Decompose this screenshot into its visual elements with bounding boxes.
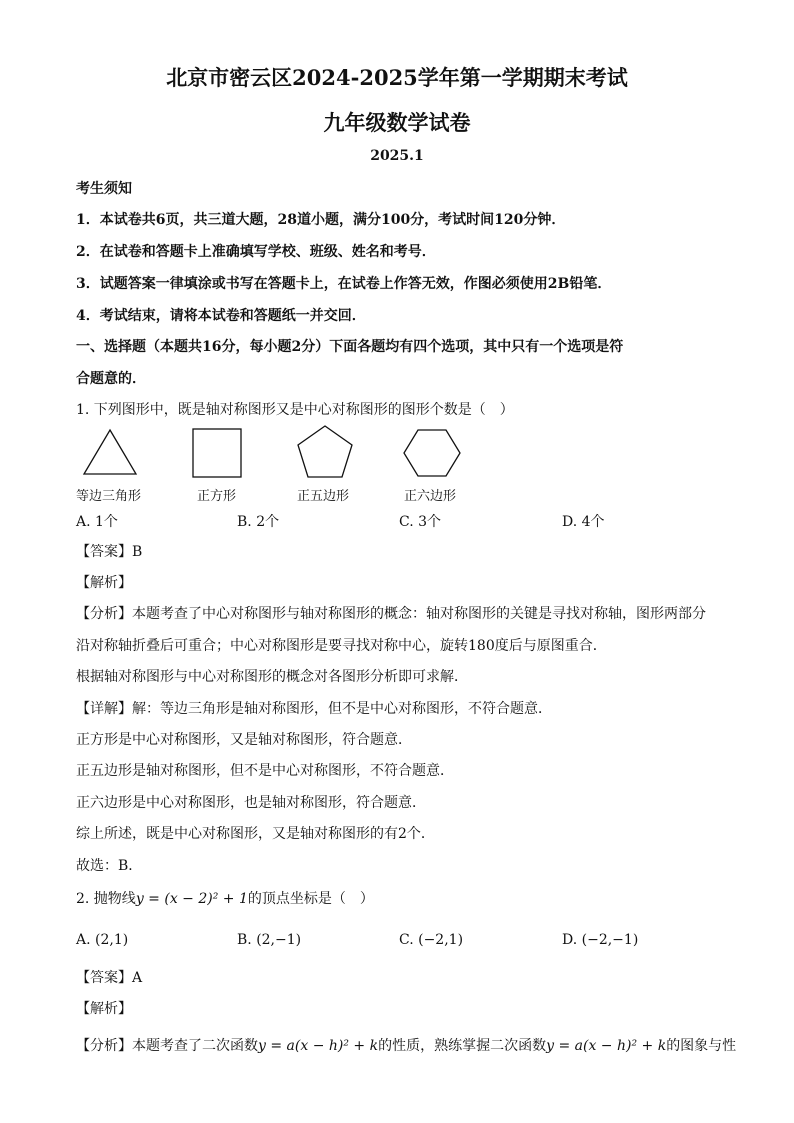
q2-option-d: D. (−2,−1) <box>562 932 639 948</box>
q2-stem-post: 的顶点坐标是（ ） <box>247 891 374 907</box>
q2-option-a: A. (2,1) <box>76 932 129 948</box>
q1-option-a: A. 1个 <box>76 514 118 530</box>
hexagon-figure <box>402 428 462 478</box>
q1-option-b: B. 2个 <box>237 514 280 530</box>
q1-detail-line: 正方形是中心对称图形，又是轴对称图形，符合题意． <box>76 732 412 748</box>
q2-stem <box>76 890 374 908</box>
notice-item-2: 2．在试卷和答题卡上准确填写学校、班级、姓名和考号． <box>76 244 436 260</box>
q2-analysis-formula-2: y = a(x − h)² + k <box>546 1038 667 1054</box>
q2-analysis-label: 【解析】 <box>76 1001 132 1017</box>
q1-stem: 1. 下列图形中，既是轴对称图形又是中心对称图形的图形个数是（ ） <box>76 402 514 418</box>
q1-analysis-line: 【分析】本题考查了中心对称图形与轴对称图形的概念：轴对称图形的关键是寻找对称轴，图形两部分 <box>76 606 706 622</box>
square-figure <box>191 427 243 479</box>
q1-option-c: C. 3个 <box>399 514 442 530</box>
q1-answer: 【答案】B <box>76 544 143 560</box>
q2-option-b: B. (2,−1) <box>237 932 302 948</box>
pentagon-figure <box>295 424 355 480</box>
q1-detail-line: 【详解】解：等边三角形是轴对称图形，但不是中心对称图形，不符合题意． <box>76 701 552 717</box>
notice-item-1: 1．本试卷共6页，共三道大题，28道小题，满分100分，考试时间120分钟． <box>76 212 566 228</box>
q2-analysis-pre: 【分析】本题考查了二次函数 <box>76 1038 258 1054</box>
shape-label-pentagon: 正五边形 <box>297 489 350 504</box>
q1-detail-line: 综上所述，既是中心对称图形，又是轴对称图形的有2个． <box>76 826 435 842</box>
q2-option-c: C. (−2,1) <box>399 932 464 948</box>
q2-analysis-line <box>76 1037 736 1055</box>
triangle-figure <box>82 428 138 476</box>
q2-analysis-mid: 的性质，熟练掌握二次函数 <box>378 1038 547 1054</box>
exam-title: 北京市密云区2024-2025学年第一学期期末考试 <box>166 65 628 90</box>
q1-detail-line: 正六边形是中心对称图形，也是轴对称图形，符合题意． <box>76 795 426 811</box>
q2-analysis-post: 的图象与性 <box>666 1038 737 1054</box>
q2-formula: y = (x − 2)² + 1 <box>135 891 248 907</box>
exam-date: 2025.1 <box>370 148 424 164</box>
notice-item-3: 3．试题答案一律填涂或书写在答题卡上，在试卷上作答无效，作图必须使用2B铅笔． <box>76 276 612 292</box>
notice-item-4: 4．考试结束，请将本试卷和答题纸一并交回． <box>76 308 366 324</box>
q1-detail-line: 故选：B． <box>76 858 143 874</box>
q1-analysis-line: 沿对称轴折叠后可重合；中心对称图形是要寻找对称中心，旋转180度后与原图重合． <box>76 638 607 654</box>
q1-analysis-label: 【解析】 <box>76 575 132 591</box>
q2-stem-pre: 2. 抛物线 <box>76 891 136 907</box>
q1-detail-line: 正五边形是轴对称图形，但不是中心对称图形，不符合题意． <box>76 763 454 779</box>
section1-heading: 一、选择题（本题共16分，每小题2分）下面各题均有四个选项，其中只有一个选项是符 <box>76 339 624 355</box>
shape-label-square: 正方形 <box>197 489 237 504</box>
section1-heading-cont: 合题意的． <box>76 371 146 387</box>
q2-analysis-formula: y = a(x − h)² + k <box>258 1038 379 1054</box>
q2-answer: 【答案】A <box>76 970 143 986</box>
notice-heading: 考生须知 <box>76 181 132 197</box>
q1-option-d: D. 4个 <box>562 514 605 530</box>
q1-analysis-line: 根据轴对称图形与中心对称图形的概念对各图形分析即可求解． <box>76 669 468 685</box>
shape-label-triangle: 等边三角形 <box>76 489 142 504</box>
shape-label-hexagon: 正六边形 <box>404 489 457 504</box>
exam-subtitle: 九年级数学试卷 <box>323 110 471 135</box>
